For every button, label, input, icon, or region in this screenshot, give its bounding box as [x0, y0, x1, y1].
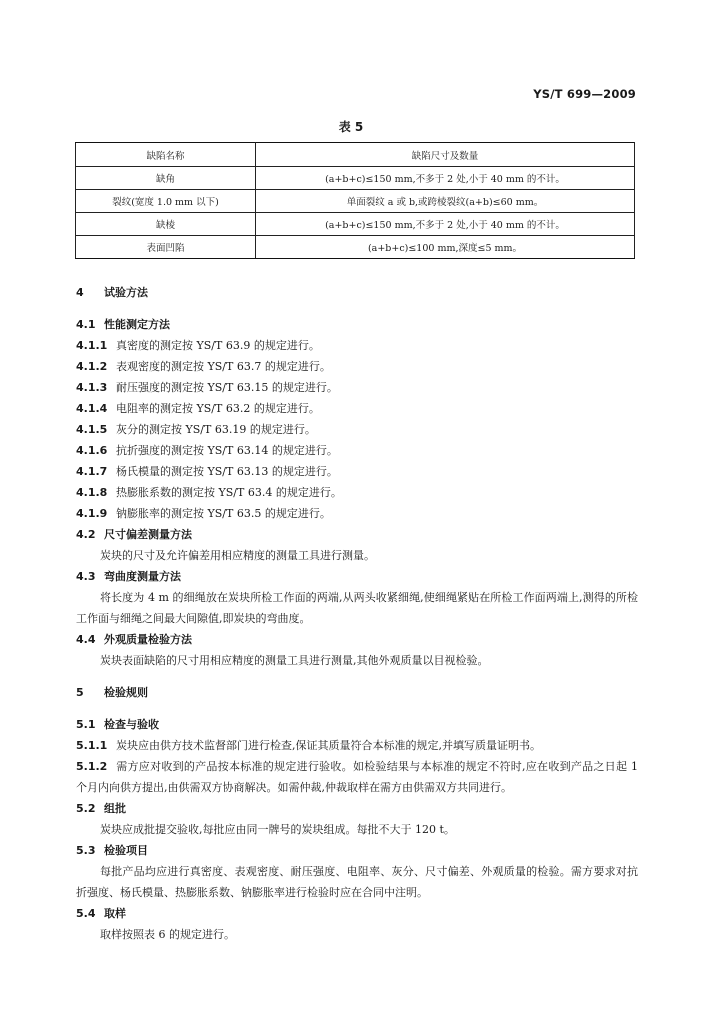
column-header-defect-spec: 缺陷尺寸及数量 — [256, 143, 635, 167]
section-4-3-heading: 4.3 弯曲度测量方法 — [76, 570, 181, 583]
table-header-row — [76, 143, 635, 167]
standard-code: YS/T 699—2009 — [533, 87, 636, 101]
section-5-3-heading: 5.3 检验项目 — [76, 844, 148, 857]
document-body — [76, 282, 638, 945]
defect-name-cell: 缺棱 — [76, 213, 256, 236]
clause-4-1-5: 4.1.5 灰分的测定按 YS/T 63.19 的规定进行。 — [76, 423, 316, 436]
table-row — [76, 190, 635, 213]
clause-4-1-4: 4.1.4 电阻率的测定按 YS/T 63.2 的规定进行。 — [76, 402, 320, 415]
table-5-title: 表 5 — [338, 120, 364, 134]
defect-spec-cell: (a+b+c)≤100 mm,深度≤5 mm。 — [256, 236, 635, 259]
section-4-1-heading: 4.1 性能测定方法 — [76, 318, 170, 331]
table-row — [76, 236, 635, 259]
defect-name-cell: 缺角 — [76, 167, 256, 190]
section-4-4-heading: 4.4 外观质量检验方法 — [76, 633, 192, 646]
clause-4-1-7: 4.1.7 杨氏模量的测定按 YS/T 63.13 的规定进行。 — [76, 465, 338, 478]
section-5-4-heading: 5.4 取样 — [76, 907, 126, 920]
section-4-heading: 4 试验方法 — [76, 286, 148, 299]
clause-4-1-3: 4.1.3 耐压强度的测定按 YS/T 63.15 的规定进行。 — [76, 381, 338, 394]
clause-5-4-text: 取样按照表 6 的规定进行。 — [100, 928, 235, 941]
section-4-2-heading: 4.2 尺寸偏差测量方法 — [76, 528, 192, 541]
clause-4-1-1: 4.1.1 真密度的测定按 YS/T 63.9 的规定进行。 — [76, 339, 320, 352]
defect-spec-cell: (a+b+c)≤150 mm,不多于 2 处,小于 40 mm 的不计。 — [256, 213, 635, 236]
defect-name-cell: 表面凹陷 — [76, 236, 256, 259]
clause-4-1-6: 4.1.6 抗折强度的测定按 YS/T 63.14 的规定进行。 — [76, 444, 338, 457]
clause-5-1-1: 5.1.1 炭块应由供方技术监督部门进行检查,保证其质量符合本标准的规定,并填写质量证明书。 — [76, 739, 541, 752]
section-5-heading: 5 检验规则 — [76, 686, 148, 699]
clause-5-2-text: 炭块应成批提交验收,每批应由同一牌号的炭块组成。每批不大于 120 t。 — [100, 823, 455, 836]
clause-4-3-text: 将长度为 4 m 的细绳放在炭块所检工作面的两端,从两头收紧细绳,使细绳紧贴在所检工作面两端上,测得的所检工作面与细绳之间最大间隙值,即炭块的弯曲度。 — [76, 591, 638, 625]
clause-4-2-text: 炭块的尺寸及允许偏差用相应精度的测量工具进行测量。 — [100, 549, 375, 562]
defect-name-cell: 裂纹(宽度 1.0 mm 以下) — [76, 190, 256, 213]
table-row — [76, 167, 635, 190]
clause-4-4-text: 炭块表面缺陷的尺寸用相应精度的测量工具进行测量,其他外观质量以目视检验。 — [100, 654, 489, 667]
defect-table — [75, 142, 635, 259]
table-row — [76, 213, 635, 236]
defect-spec-cell: 单面裂纹 a 或 b,或跨棱裂纹(a+b)≤60 mm。 — [256, 190, 635, 213]
clause-4-1-8: 4.1.8 热膨胀系数的测定按 YS/T 63.4 的规定进行。 — [76, 486, 342, 499]
column-header-defect-name: 缺陷名称 — [76, 143, 256, 167]
section-5-1-heading: 5.1 检查与验收 — [76, 718, 159, 731]
clause-4-1-2: 4.1.2 表观密度的测定按 YS/T 63.7 的规定进行。 — [76, 360, 331, 373]
clause-5-1-2: 5.1.2 需方应对收到的产品按本标准的规定进行验收。如检验结果与本标准的规定不符时,应在收到产品之日起 1 个月内向供方提出,由供需双方协商解决。如需仲裁,仲裁取样在需方由供需双方共同进行。 — [76, 760, 638, 794]
clause-4-1-9: 4.1.9 钠膨胀率的测定按 YS/T 63.5 的规定进行。 — [76, 507, 331, 520]
defect-spec-cell: (a+b+c)≤150 mm,不多于 2 处,小于 40 mm 的不计。 — [256, 167, 635, 190]
clause-5-3-text: 每批产品均应进行真密度、表观密度、耐压强度、电阻率、灰分、尺寸偏差、外观质量的检验。需方要求对抗折强度、杨氏模量、热膨胀系数、钠膨胀率进行检验时应在合同中注明。 — [76, 865, 638, 899]
section-5-2-heading: 5.2 组批 — [76, 802, 126, 815]
